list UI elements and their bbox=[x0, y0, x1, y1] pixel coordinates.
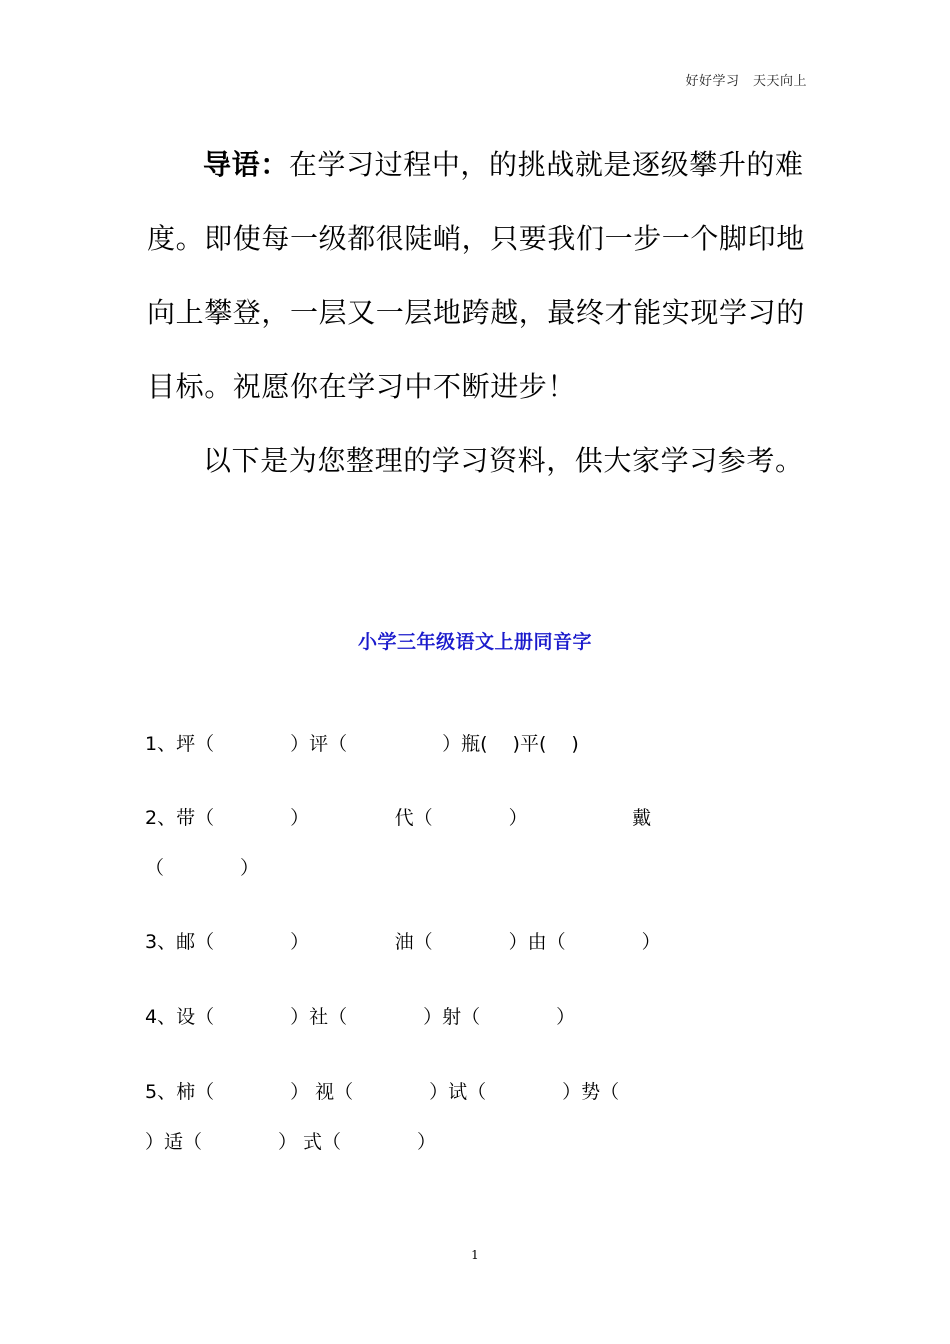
intro-paragraph bbox=[147, 128, 815, 424]
section-title: 小学三年级语文上册同音字 bbox=[357, 631, 592, 653]
exercise-item-5: 5、柿（ ） 视（ ）试（ ）势（ bbox=[145, 1081, 620, 1103]
page-number: 1 bbox=[471, 1248, 479, 1262]
intro-section bbox=[147, 128, 815, 498]
exercise-item-5-continued: ）适（ ） 式（ ） bbox=[145, 1131, 437, 1153]
intro-second-paragraph: 以下是为您整理的学习资料，供大家学习参考。 bbox=[203, 444, 804, 477]
exercise-item-3: 3、邮（ ） 油（ ）由（ ） bbox=[145, 931, 661, 953]
exercise-item-2-continued: （ ） bbox=[145, 857, 260, 879]
intro-lead: 导语： bbox=[203, 148, 289, 181]
exercise-item-4: 4、设（ ）社（ ）射（ ） bbox=[145, 1006, 576, 1028]
intro-body: 在学习过程中，的挑战就是逐级攀升的难度。即使每一级都很陡峭，只要我们一步一个脚印地向上攀登，一层又一层地跨越，最终才能实现学习的目标。祝愿你在学习中不断进步！ bbox=[147, 148, 805, 403]
page-header: 好好学习 天天向上 bbox=[685, 74, 807, 89]
exercise-item-1: 1、坪（ ）评（ ）瓶( )平( ) bbox=[145, 733, 579, 755]
exercise-item-2: 2、带（ ） 代（ ） 戴 bbox=[145, 807, 652, 829]
